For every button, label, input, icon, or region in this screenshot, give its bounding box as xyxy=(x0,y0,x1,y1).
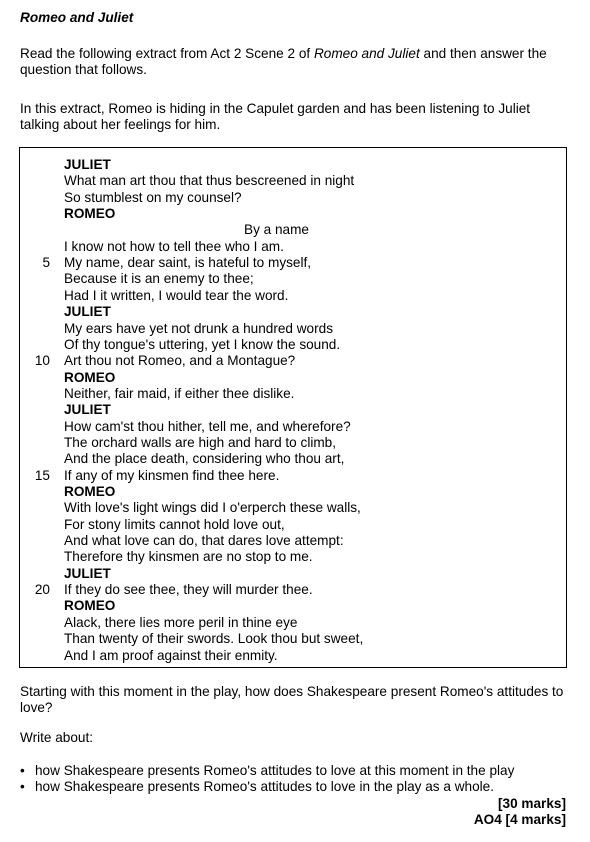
line-text: By a name xyxy=(244,222,309,238)
bullet-text: how Shakespeare presents Romeo's attitudes to love at this moment in the play xyxy=(35,763,515,778)
page-title: Romeo and Juliet xyxy=(20,10,134,25)
line-number: 15 xyxy=(34,467,50,483)
line-text: With love's light wings did I o'erperch these walls, xyxy=(64,500,361,516)
line-text: Had I it written, I would tear the word. xyxy=(64,287,289,303)
bullet-text: how Shakespeare presents Romeo's attitudes to love in the play as a whole. xyxy=(35,779,495,795)
intro-context: In this extract, Romeo is hiding in the Capulet garden and has been listening to Juliet talking about her feelings for him. xyxy=(20,101,531,133)
line-text: Art thou not Romeo, and a Montague? xyxy=(64,353,296,369)
speaker-label: ROMEO xyxy=(64,206,116,222)
line-text: My name, dear saint, is hateful to myself, xyxy=(64,255,312,271)
speaker-label: JULIET xyxy=(64,304,111,320)
line-text: Therefore thy kinsmen are no stop to me. xyxy=(64,549,313,565)
line-text: Than twenty of their swords. Look thou but sweet, xyxy=(64,631,364,647)
line-text: If they do see thee, they will murder thee. xyxy=(64,582,313,598)
line-number: 10 xyxy=(34,353,50,369)
question-prompt: Starting with this moment in the play, how does Shakespeare present Romeo's attitudes to love? xyxy=(20,684,564,716)
line-text: Neither, fair maid, if either thee dislike. xyxy=(64,385,295,401)
line-text: Because it is an enemy to thee; xyxy=(64,271,254,287)
intro-instructions xyxy=(20,46,570,79)
line-text: Of thy tongue's uttering, yet I know the sound. xyxy=(64,336,341,352)
speaker-label: JULIET xyxy=(64,565,111,581)
speaker-label: ROMEO xyxy=(64,369,116,385)
ao4-marks: AO4 [4 marks] xyxy=(473,812,566,828)
line-number: 5 xyxy=(42,255,50,271)
line-number: 20 xyxy=(34,582,50,598)
line-text: And the place death, considering who thou art, xyxy=(64,451,345,467)
line-text: The orchard walls are high and hard to climb, xyxy=(64,434,337,450)
write-about-label: Write about: xyxy=(20,730,94,745)
line-text: So stumblest on my counsel? xyxy=(64,189,242,205)
intro-text-after: and then answer the question that follows. xyxy=(20,46,547,78)
bullet-item xyxy=(20,779,570,795)
extract-box xyxy=(19,147,567,668)
total-marks: [30 marks] xyxy=(497,796,566,811)
bullet-icon: • xyxy=(20,779,25,795)
line-text: If any of my kinsmen find thee here. xyxy=(64,467,280,483)
play-title-italic: Romeo and Juliet xyxy=(313,46,420,61)
marks-info xyxy=(474,796,566,829)
bullet-icon: • xyxy=(20,763,25,778)
line-text: I know not how to tell thee who I am. xyxy=(64,238,284,254)
speaker-label: ROMEO xyxy=(64,484,116,499)
bullet-item xyxy=(20,763,570,779)
intro-text-before: Read the following extract from Act 2 Scene 2 of xyxy=(20,46,314,61)
line-text: And I am proof against their enmity. xyxy=(64,647,278,663)
bullet-list xyxy=(20,763,570,796)
speaker-label: JULIET xyxy=(64,402,111,418)
line-text: And what love can do, that dares love attempt: xyxy=(64,533,344,549)
line-text: What man art thou that thus bescreened in night xyxy=(64,173,355,189)
line-text: For stony limits cannot hold love out, xyxy=(64,516,285,532)
line-text: Alack, there lies more peril in thine eye xyxy=(64,614,298,630)
speaker-label: JULIET xyxy=(64,157,111,172)
line-text: My ears have yet not drunk a hundred words xyxy=(64,320,334,336)
speaker-label: ROMEO xyxy=(64,598,116,614)
line-text: How cam'st thou hither, tell me, and wherefore? xyxy=(64,418,351,434)
